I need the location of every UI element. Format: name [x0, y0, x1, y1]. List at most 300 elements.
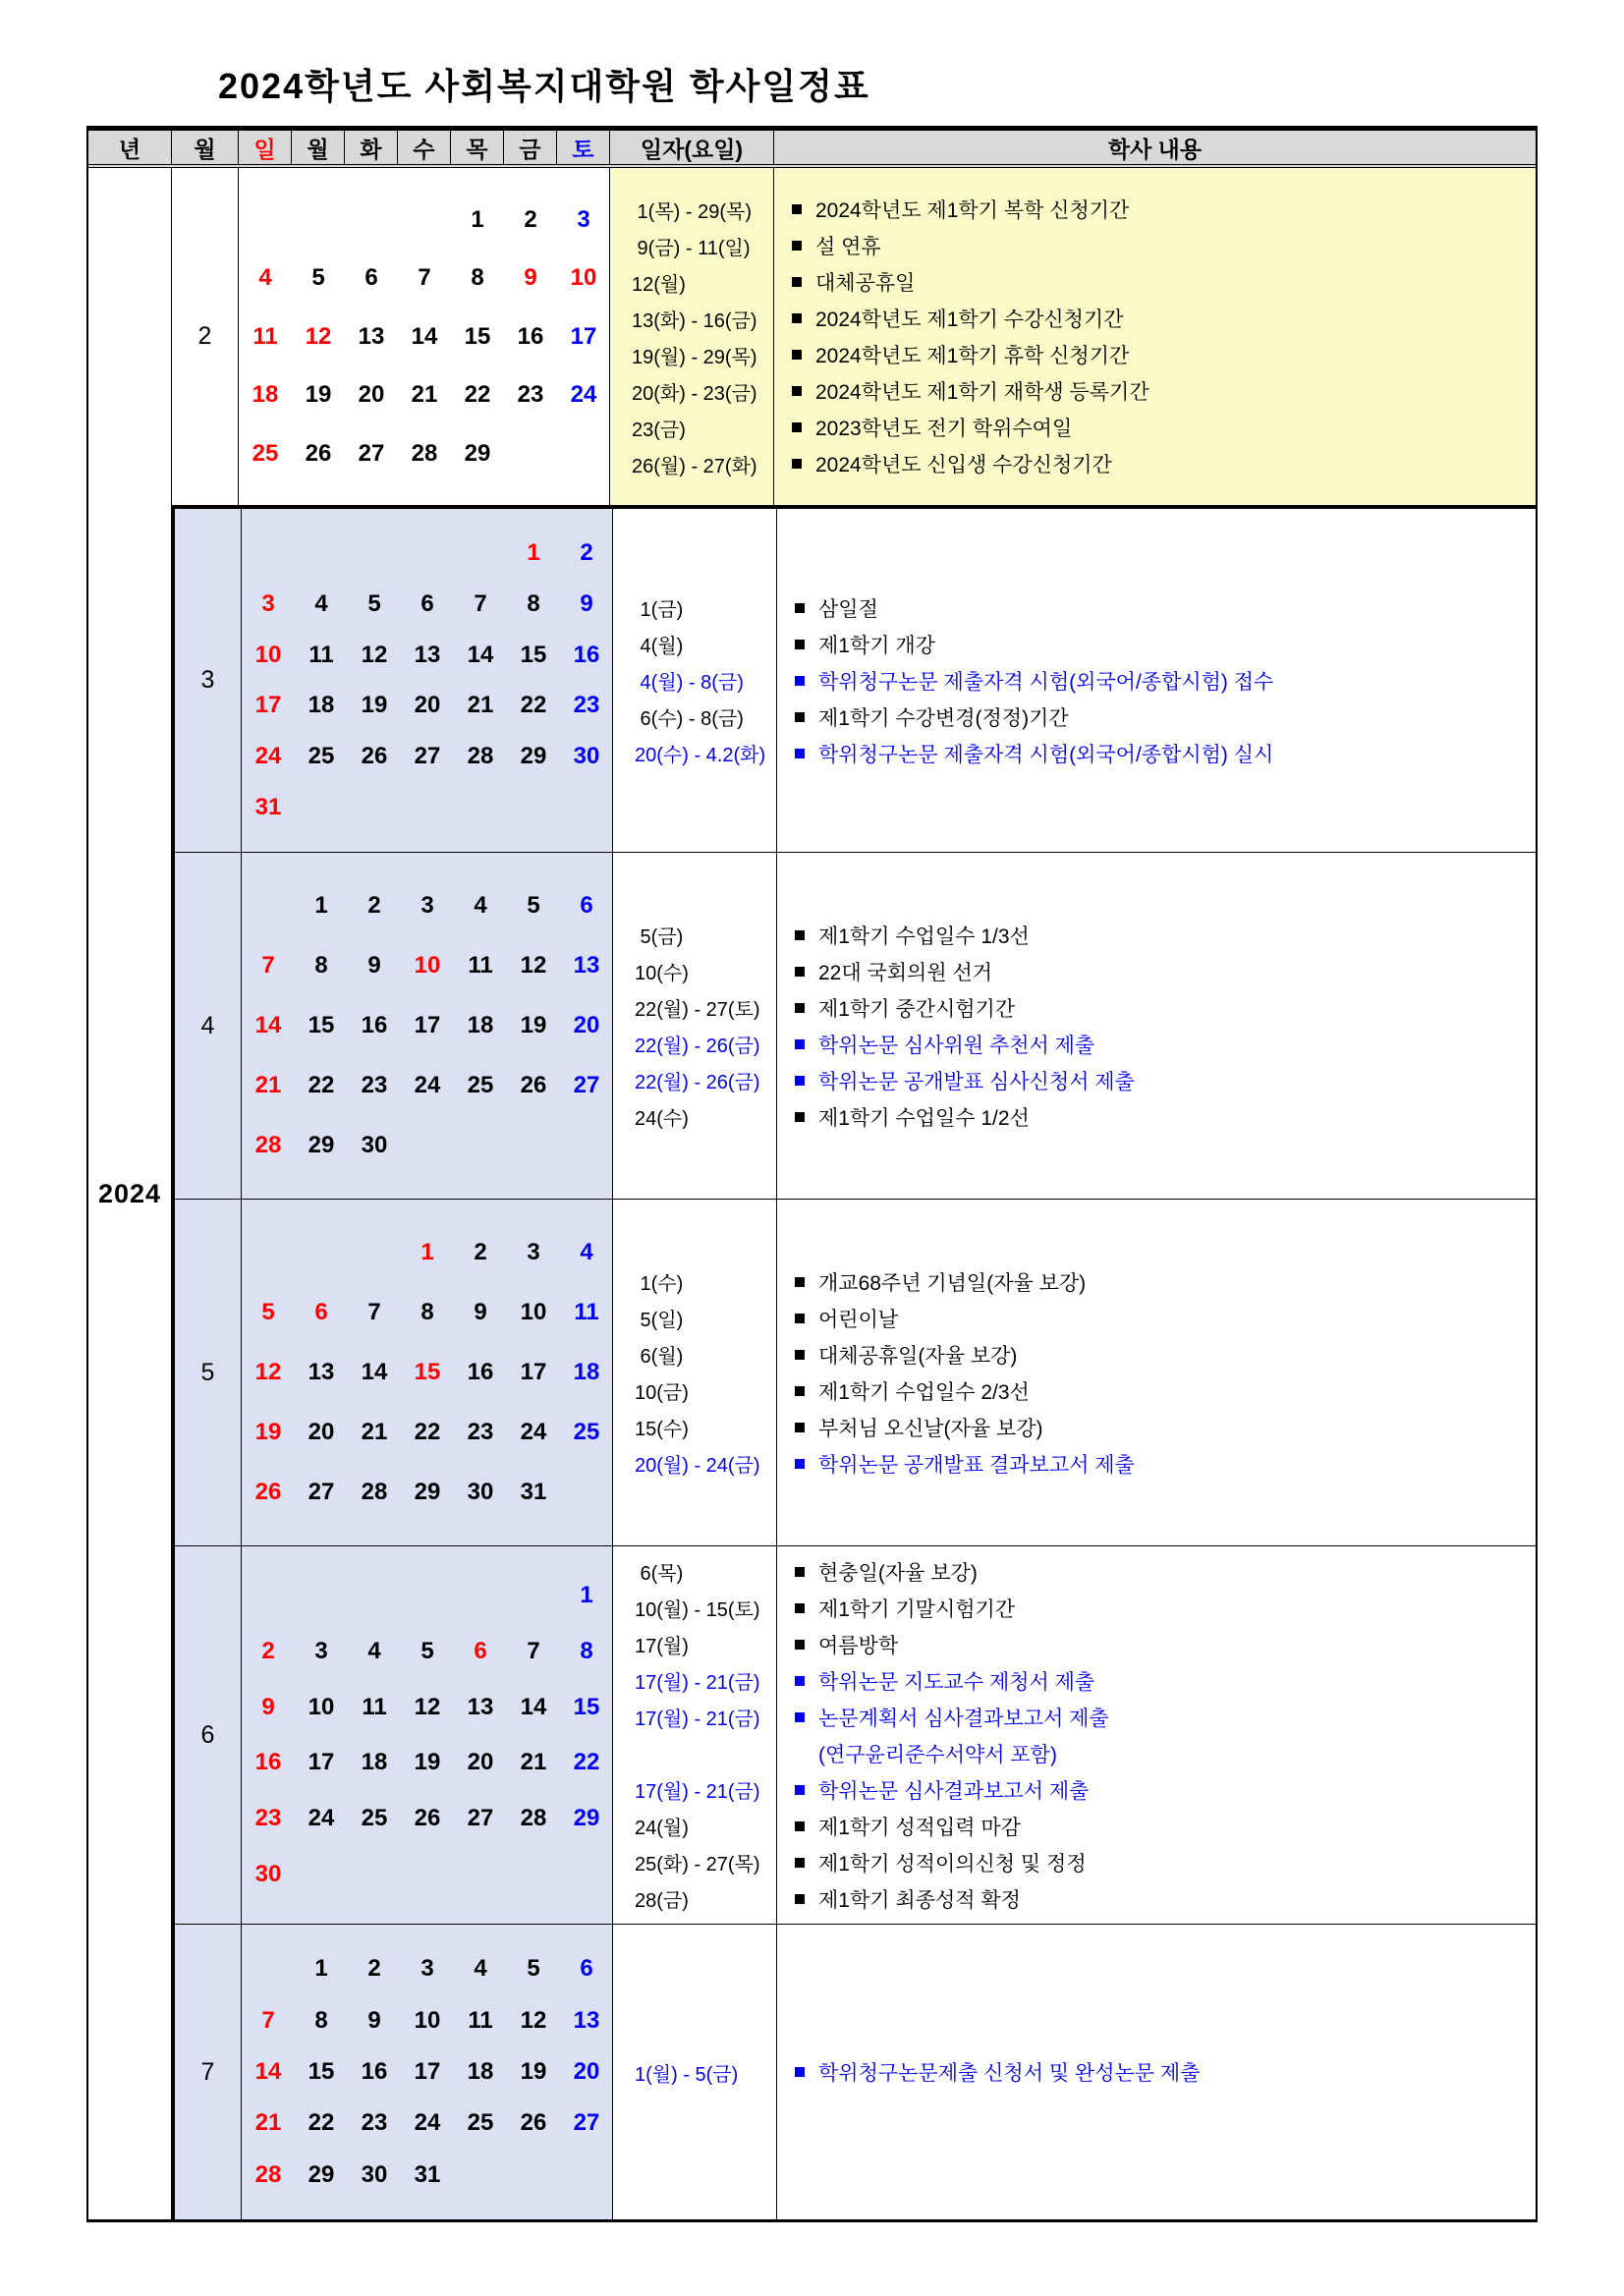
calendar-day — [348, 1860, 401, 1889]
calendar-day: 21 — [254, 1072, 282, 1098]
calendar-day: 26 — [361, 743, 388, 770]
content-line — [795, 699, 1536, 735]
date-line: 17(월) - 21(금) — [635, 1708, 760, 1730]
bullet-icon — [795, 1640, 805, 1650]
calendar-day: 11 — [252, 322, 278, 350]
calendar-day: 6 — [580, 1955, 593, 1983]
content-line — [795, 2054, 1536, 2091]
calendar-day — [560, 793, 613, 822]
calendar-day — [348, 793, 401, 822]
calendar-day — [348, 1238, 401, 1267]
bullet-icon — [795, 712, 805, 722]
bullet-icon — [795, 1567, 805, 1577]
content-text: 학위논문 심사위원 추천서 제출 — [818, 1034, 1095, 1057]
calendar-day: 28 — [520, 1805, 547, 1832]
date-line: 1(수) — [635, 1273, 684, 1295]
calendar-day: 5 — [527, 892, 540, 919]
calendar-week — [242, 538, 612, 568]
calendar-day: 27 — [358, 439, 385, 467]
calendar-day: 7 — [527, 1637, 540, 1664]
calendar-week — [242, 1298, 612, 1327]
content-text: 학위청구논문 제출자격 시험(외국어/종합시험) 접수 — [818, 670, 1274, 694]
bullet-icon — [795, 1785, 805, 1795]
calendar-week — [242, 891, 612, 921]
calendar-day: 1 — [527, 538, 540, 566]
calendar-day: 13 — [414, 641, 441, 668]
calendar-day — [242, 891, 295, 921]
date-column — [613, 1546, 777, 1924]
date-column — [613, 509, 777, 852]
content-column — [777, 1200, 1536, 1545]
content-line — [795, 917, 1536, 953]
bullet-icon — [795, 1112, 805, 1122]
calendar-day: 9 — [261, 1693, 275, 1720]
calendar-week — [239, 263, 609, 293]
bullet-icon — [795, 1712, 805, 1722]
calendar-day: 7 — [418, 264, 431, 291]
calendar-day: 10 — [254, 641, 282, 668]
month-calendar — [239, 168, 610, 505]
table-body — [88, 168, 1536, 2219]
month-row-2 — [171, 168, 1536, 505]
content-line — [795, 1626, 1536, 1662]
calendar-day: 22 — [464, 381, 491, 408]
calendar-day: 9 — [367, 952, 381, 979]
calendar-day: 3 — [420, 892, 434, 919]
content-text: 개교68주년 기념일(자율 보강) — [818, 1271, 1087, 1295]
content-text: 2024학년도 제1학기 수강신청기간 — [815, 308, 1124, 331]
header-date-col: 일자(요일) — [609, 131, 773, 164]
date-line: 19(월) - 29(목) — [632, 346, 757, 368]
calendar-day — [504, 439, 557, 469]
calendar-day: 2 — [367, 892, 381, 919]
calendar-day: 28 — [467, 743, 494, 770]
calendar-day: 1 — [314, 1955, 328, 1983]
calendar-week — [242, 1748, 612, 1777]
calendar-day: 1 — [471, 205, 484, 233]
content-text: (연구윤리준수서약서 포함) — [818, 1743, 1057, 1766]
calendar-day: 28 — [254, 1132, 282, 1158]
calendar-day: 13 — [573, 952, 600, 979]
calendar-day: 3 — [314, 1637, 328, 1664]
calendar-day — [348, 538, 401, 568]
calendar-week — [242, 2006, 612, 2036]
header-day-mon: 월 — [291, 131, 344, 164]
calendar-day: 22 — [520, 692, 547, 719]
calendar-day: 12 — [414, 1693, 441, 1720]
calendar-day — [454, 1860, 507, 1889]
calendar-week — [242, 951, 612, 980]
content-text: 학위청구논문 제출자격 시험(외국어/종합시험) 실시 — [818, 743, 1274, 766]
calendar-week — [239, 380, 609, 410]
date-line: 17(월) — [635, 1636, 689, 1657]
calendar-day: 23 — [573, 692, 600, 719]
calendar-day: 29 — [414, 1479, 441, 1505]
calendar-day: 13 — [358, 322, 385, 350]
content-text: 제1학기 개강 — [818, 634, 935, 657]
content-text: 제1학기 최종성적 확정 — [818, 1888, 1021, 1912]
calendar-day: 24 — [520, 1419, 547, 1445]
date-line: 23(금) — [632, 419, 686, 441]
content-text: 2023학년도 전기 학위수여일 — [815, 418, 1073, 440]
calendar-day: 25 — [252, 439, 279, 467]
calendar-week — [242, 641, 612, 670]
calendar-day: 11 — [574, 1299, 599, 1325]
date-line: 20(수) - 4.2(화) — [635, 745, 766, 766]
calendar-day — [454, 793, 507, 822]
bullet-icon — [795, 930, 805, 940]
calendar-day: 20 — [573, 2057, 600, 2085]
calendar-week — [242, 1238, 612, 1267]
date-line: 4(월) - 8(금) — [635, 672, 744, 694]
header-day-sat: 토 — [556, 131, 609, 164]
calendar-week — [242, 1693, 612, 1722]
content-line — [795, 1300, 1536, 1336]
calendar-day: 21 — [411, 381, 438, 408]
date-line: 25(화) - 27(목) — [635, 1854, 760, 1876]
calendar-day: 5 — [261, 1299, 275, 1325]
calendar-day: 19 — [520, 2057, 547, 2085]
calendar-day — [401, 1131, 454, 1160]
content-text: 학위논문 지도교수 제청서 제출 — [818, 1670, 1095, 1694]
calendar-day: 14 — [411, 322, 438, 350]
calendar-day: 29 — [308, 1132, 335, 1158]
calendar-day: 13 — [467, 1693, 494, 1720]
bullet-icon — [795, 967, 805, 977]
calendar-day — [454, 538, 507, 568]
calendar-day: 7 — [261, 2006, 275, 2034]
calendar-day: 24 — [308, 1805, 335, 1832]
header-month: 월 — [171, 131, 238, 164]
date-line: 15(수) — [635, 1419, 689, 1440]
calendar-day: 3 — [261, 589, 275, 617]
content-line — [792, 410, 1536, 446]
calendar-day: 26 — [520, 2109, 547, 2137]
date-line: 6(목) — [635, 1563, 684, 1585]
calendar-day: 19 — [254, 1419, 282, 1445]
calendar-day: 5 — [311, 264, 325, 291]
content-line — [795, 1409, 1536, 1445]
calendar-day: 17 — [520, 1359, 547, 1385]
calendar-week — [242, 1637, 612, 1666]
content-line — [795, 1336, 1536, 1372]
calendar-day — [401, 1860, 454, 1889]
calendar-day: 20 — [358, 381, 385, 408]
calendar-day: 28 — [361, 1479, 388, 1505]
calendar-day — [401, 793, 454, 822]
calendar-day: 22 — [308, 1072, 335, 1098]
calendar-day: 15 — [308, 1012, 335, 1038]
calendar-day — [345, 205, 398, 235]
bullet-icon — [795, 603, 805, 613]
calendar-week — [239, 205, 609, 235]
content-column — [777, 1925, 1536, 2219]
month-number: 3 — [175, 509, 242, 852]
bullet-icon — [795, 1386, 805, 1396]
calendar-day: 21 — [467, 692, 494, 719]
calendar-day: 12 — [361, 641, 388, 668]
content-text: 제1학기 중간시험기간 — [818, 997, 1016, 1021]
calendar-day: 16 — [361, 1012, 388, 1038]
calendar-day — [401, 538, 454, 568]
calendar-day: 19 — [305, 381, 332, 408]
content-column — [777, 1546, 1536, 1924]
date-line: 1(금) — [635, 599, 684, 621]
calendar-day: 30 — [361, 2160, 388, 2188]
date-line: 17(월) - 21(금) — [635, 1781, 760, 1803]
calendar-day: 22 — [573, 1749, 600, 1776]
calendar-day: 15 — [520, 641, 547, 668]
calendar-day: 23 — [254, 1805, 282, 1832]
content-text: 제1학기 성적이의신청 및 정정 — [818, 1852, 1087, 1876]
calendar-day: 27 — [308, 1479, 335, 1505]
date-line: 26(월) - 27(화) — [632, 455, 757, 477]
calendar-day: 20 — [414, 692, 441, 719]
calendar-day — [242, 1581, 295, 1610]
header-year: 년 — [118, 136, 141, 162]
calendar-day: 5 — [527, 1955, 540, 1983]
calendar-day: 23 — [467, 1419, 494, 1445]
month-number: 6 — [175, 1546, 242, 1924]
calendar-day — [348, 1581, 401, 1610]
header-day-thu: 목 — [450, 131, 503, 164]
month-number: 7 — [175, 1925, 242, 2219]
calendar-day: 28 — [411, 439, 438, 467]
calendar-day: 17 — [414, 1012, 441, 1038]
bullet-icon — [795, 1894, 805, 1904]
calendar-day: 21 — [520, 1749, 547, 1776]
calendar-day: 29 — [308, 2160, 335, 2188]
month-row-7 — [171, 1924, 1536, 2219]
bullet-icon — [795, 1039, 805, 1049]
content-text: 제1학기 성적입력 마감 — [818, 1816, 1021, 1839]
date-line: 4(월) — [635, 636, 684, 657]
month-row-4 — [171, 852, 1536, 1199]
calendar-day: 1 — [580, 1581, 593, 1608]
months-container — [171, 168, 1536, 2219]
calendar-day: 12 — [305, 322, 332, 350]
calendar-day: 10 — [414, 952, 441, 979]
content-text: 제1학기 수업일수 1/2선 — [818, 1106, 1030, 1130]
month-number: 4 — [175, 853, 242, 1199]
calendar-week — [242, 1131, 612, 1160]
calendar-day: 9 — [524, 264, 537, 291]
calendar-day — [454, 1581, 507, 1610]
header-day-fri: 금 — [503, 131, 556, 164]
header-day-wed: 수 — [397, 131, 450, 164]
calendar-day: 18 — [467, 1012, 494, 1038]
calendar-day — [507, 1860, 560, 1889]
content-line — [795, 1098, 1536, 1135]
calendar-day: 4 — [314, 589, 328, 617]
calendar-day: 20 — [467, 1749, 494, 1776]
month-row-6 — [171, 1545, 1536, 1924]
date-line: 10(월) - 15(토) — [635, 1599, 760, 1621]
calendar-day: 23 — [361, 1072, 388, 1098]
month-row-3 — [171, 505, 1536, 852]
calendar-day: 2 — [474, 1239, 487, 1265]
calendar-week — [242, 1860, 612, 1889]
calendar-day — [560, 1860, 613, 1889]
content-text: 논문계획서 심사결과보고서 제출 — [818, 1707, 1109, 1730]
calendar-day: 30 — [361, 1132, 388, 1158]
date-line: 17(월) - 21(금) — [635, 1672, 760, 1694]
date-column — [610, 168, 774, 505]
calendar-day: 7 — [474, 589, 487, 617]
calendar-day: 29 — [464, 439, 491, 467]
calendar-day: 9 — [474, 1299, 487, 1325]
calendar-day: 3 — [577, 205, 590, 233]
calendar-day: 14 — [467, 641, 494, 668]
bullet-icon — [792, 459, 802, 469]
calendar-day: 9 — [367, 2006, 381, 2034]
content-text: 대체공휴일 — [815, 272, 916, 295]
calendar-day: 20 — [573, 1012, 600, 1038]
calendar-day: 6 — [364, 264, 378, 291]
calendar-day: 14 — [520, 1693, 547, 1720]
calendar-day: 15 — [573, 1693, 600, 1720]
calendar-day: 20 — [308, 1419, 335, 1445]
calendar-day: 18 — [573, 1359, 600, 1385]
calendar-week — [242, 793, 612, 822]
header-day-sun: 일 — [238, 131, 291, 164]
calendar-day: 15 — [414, 1359, 441, 1385]
calendar-day: 9 — [580, 589, 593, 617]
content-line — [795, 1699, 1536, 1735]
calendar-day: 10 — [570, 264, 597, 291]
calendar-day: 27 — [573, 2109, 600, 2137]
calendar-day: 8 — [471, 264, 484, 291]
calendar-day: 30 — [467, 1479, 494, 1505]
content-line — [792, 228, 1536, 264]
date-line: 5(일) — [635, 1310, 684, 1331]
date-line: 24(월) — [635, 1818, 689, 1839]
calendar-day: 11 — [362, 1693, 387, 1720]
calendar-day: 26 — [414, 1805, 441, 1832]
date-line: 1(월) - 5(금) — [635, 2063, 739, 2086]
calendar-day: 2 — [580, 538, 593, 566]
calendar-day: 7 — [367, 1299, 381, 1325]
calendar-day: 23 — [361, 2109, 388, 2137]
bullet-icon — [795, 676, 805, 686]
date-line: 22(월) - 26(금) — [635, 1036, 760, 1057]
calendar-week — [242, 742, 612, 771]
calendar-day — [454, 2160, 507, 2190]
calendar-day: 4 — [258, 264, 272, 291]
calendar-day: 4 — [474, 892, 487, 919]
date-column — [613, 1200, 777, 1545]
content-text: 2024학년도 제1학기 휴학 신청기간 — [815, 345, 1130, 367]
content-line — [795, 626, 1536, 662]
bullet-icon — [795, 749, 805, 758]
content-line — [795, 1553, 1536, 1590]
calendar-day: 26 — [254, 1479, 282, 1505]
calendar-day: 21 — [361, 1419, 388, 1445]
calendar-week — [242, 691, 612, 720]
content-text: 학위논문 심사결과보고서 제출 — [818, 1779, 1090, 1803]
calendar-day: 25 — [361, 1805, 388, 1832]
content-text: 학위청구논문제출 신청서 및 완성논문 제출 — [818, 2062, 1201, 2085]
bullet-icon — [795, 1676, 805, 1686]
calendar-day: 5 — [367, 589, 381, 617]
date-line: 10(금) — [635, 1382, 689, 1404]
calendar-day — [507, 1581, 560, 1610]
calendar-day: 8 — [314, 952, 328, 979]
bullet-icon — [795, 1459, 805, 1469]
bullet-icon — [795, 1076, 805, 1086]
content-line — [795, 1808, 1536, 1844]
month-calendar — [242, 1546, 613, 1924]
content-line — [795, 589, 1536, 626]
header-content-col: 학사 내용 — [773, 131, 1536, 164]
content-line — [792, 337, 1536, 373]
calendar-day — [242, 538, 295, 568]
content-line — [795, 1062, 1536, 1098]
calendar-day: 2 — [524, 205, 537, 233]
content-column — [777, 853, 1536, 1199]
calendar-day: 3 — [527, 1239, 540, 1265]
content-text: 학위논문 공개발표 결과보고서 제출 — [818, 1453, 1135, 1477]
content-text: 삼일절 — [818, 597, 878, 621]
calendar-day: 1 — [420, 1239, 434, 1265]
calendar-day: 3 — [420, 1955, 434, 1983]
content-column — [777, 509, 1536, 852]
calendar-day — [292, 205, 345, 235]
content-text: 대체공휴일(자율 보강) — [818, 1344, 1018, 1368]
calendar-day: 11 — [468, 2006, 493, 2034]
calendar-day: 4 — [474, 1955, 487, 1983]
calendar-day — [560, 2160, 613, 2190]
calendar-day: 6 — [420, 589, 434, 617]
calendar-day: 29 — [573, 1805, 600, 1832]
calendar-week — [242, 1418, 612, 1447]
calendar-day: 25 — [467, 1072, 494, 1098]
bullet-icon — [792, 241, 802, 251]
bullet-icon — [795, 640, 805, 649]
calendar-week — [239, 322, 609, 352]
calendar-day: 16 — [573, 641, 600, 668]
calendar-day — [295, 538, 348, 568]
bullet-icon — [795, 1821, 805, 1831]
calendar-day: 14 — [254, 1012, 282, 1038]
page-title: 2024학년도 사회복지대학원 학사일정표 — [218, 66, 870, 106]
month-calendar — [242, 1925, 613, 2219]
calendar-week — [242, 589, 612, 619]
calendar-day: 8 — [420, 1299, 434, 1325]
bullet-icon — [795, 1003, 805, 1013]
calendar-day: 10 — [308, 1693, 335, 1720]
calendar-day: 10 — [520, 1299, 547, 1325]
calendar-day: 5 — [420, 1637, 434, 1664]
calendar-day: 6 — [314, 1299, 328, 1325]
date-line: 22(월) - 27(토) — [635, 999, 760, 1021]
content-line — [795, 1662, 1536, 1699]
content-text: 설 연휴 — [815, 236, 881, 258]
content-line — [795, 662, 1536, 699]
bullet-icon — [792, 350, 802, 360]
calendar-day — [295, 1581, 348, 1610]
month-calendar — [242, 853, 613, 1199]
month-calendar — [242, 1200, 613, 1545]
date-line: 20(화) - 23(금) — [632, 382, 757, 405]
content-line — [795, 1771, 1536, 1808]
calendar-day: 16 — [361, 2057, 388, 2085]
bullet-icon — [792, 386, 802, 396]
date-line: 20(월) - 24(금) — [635, 1455, 760, 1477]
calendar-day: 17 — [570, 322, 597, 350]
content-line — [792, 373, 1536, 410]
content-text: 제1학기 수업일수 2/3선 — [818, 1380, 1030, 1404]
